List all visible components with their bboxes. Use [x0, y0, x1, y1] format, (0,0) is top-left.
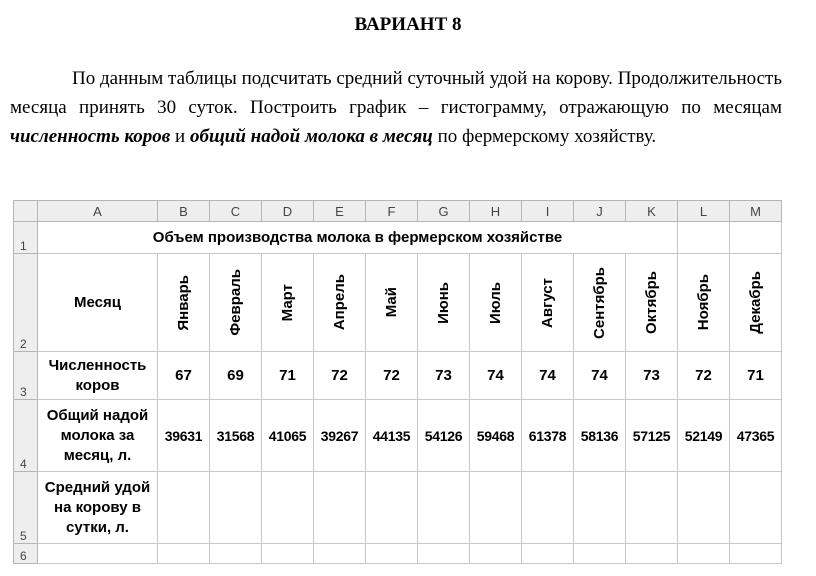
column-header[interactable]: C: [210, 201, 262, 222]
cell[interactable]: [418, 544, 470, 564]
column-header[interactable]: H: [470, 201, 522, 222]
column-header[interactable]: J: [574, 201, 626, 222]
column-header[interactable]: F: [366, 201, 418, 222]
month-cell[interactable]: [470, 254, 522, 352]
yield-cell[interactable]: [626, 472, 678, 544]
column-header[interactable]: L: [678, 201, 730, 222]
yield-cell[interactable]: [730, 472, 782, 544]
month-name: Март: [279, 283, 296, 322]
table-row: [14, 544, 782, 564]
month-name: Декабрь: [747, 271, 764, 334]
month-cell[interactable]: [626, 254, 678, 352]
column-header[interactable]: M: [730, 201, 782, 222]
month-name: Апрель: [331, 274, 348, 331]
cows-cell[interactable]: 73: [418, 352, 470, 400]
cows-cell[interactable]: 72: [366, 352, 418, 400]
milk-cell[interactable]: 41065: [262, 400, 314, 472]
milk-cell[interactable]: 58136: [574, 400, 626, 472]
emphasis-cows: численность коров: [10, 126, 171, 147]
month-name: Ноябрь: [695, 274, 712, 331]
table-row: [14, 254, 782, 352]
milk-cell[interactable]: 47365: [730, 400, 782, 472]
month-cell[interactable]: [158, 254, 210, 352]
column-header[interactable]: E: [314, 201, 366, 222]
yield-cell[interactable]: [366, 472, 418, 544]
column-header[interactable]: G: [418, 201, 470, 222]
milk-cell[interactable]: 52149: [678, 400, 730, 472]
milk-cell[interactable]: 61378: [522, 400, 574, 472]
row-header[interactable]: 2: [14, 254, 38, 352]
cows-cell[interactable]: 67: [158, 352, 210, 400]
column-header[interactable]: K: [626, 201, 678, 222]
cell[interactable]: [366, 544, 418, 564]
cows-cell[interactable]: 74: [574, 352, 626, 400]
yield-cell[interactable]: [158, 472, 210, 544]
cell[interactable]: [38, 544, 158, 564]
month-cell[interactable]: [262, 254, 314, 352]
milk-cell[interactable]: 39631: [158, 400, 210, 472]
milk-label-cell[interactable]: Общий надой молока за месяц, л.: [38, 400, 158, 472]
yield-cell[interactable]: [210, 472, 262, 544]
column-header-row: [14, 201, 782, 222]
emphasis-milk: общий надой молока в месяц: [189, 126, 433, 147]
cows-cell[interactable]: 71: [730, 352, 782, 400]
cows-cell[interactable]: 74: [470, 352, 522, 400]
month-cell[interactable]: [678, 254, 730, 352]
column-header[interactable]: I: [522, 201, 574, 222]
month-name: Октябрь: [643, 271, 660, 334]
month-label-cell[interactable]: Месяц: [38, 254, 158, 352]
cell[interactable]: [574, 544, 626, 564]
month-name: Февраль: [227, 269, 244, 336]
select-all-corner[interactable]: [14, 201, 38, 222]
yield-cell[interactable]: [470, 472, 522, 544]
cell[interactable]: [158, 544, 210, 564]
table-row: [14, 352, 782, 400]
row-header[interactable]: 4: [14, 400, 38, 472]
cows-cell[interactable]: 71: [262, 352, 314, 400]
yield-cell[interactable]: [314, 472, 366, 544]
milk-cell[interactable]: 57125: [626, 400, 678, 472]
cows-cell[interactable]: 72: [314, 352, 366, 400]
month-cell[interactable]: [418, 254, 470, 352]
milk-cell[interactable]: 59468: [470, 400, 522, 472]
month-cell[interactable]: [366, 254, 418, 352]
month-name: Сентябрь: [591, 266, 608, 339]
month-name: Июнь: [435, 281, 452, 324]
month-name: Январь: [175, 274, 192, 331]
table-title-cell[interactable]: Объем производства молока в фермерском хозяйстве: [38, 222, 678, 254]
row-header[interactable]: 3: [14, 352, 38, 400]
cell[interactable]: [730, 222, 782, 254]
month-name: Август: [539, 277, 556, 328]
yield-cell[interactable]: [418, 472, 470, 544]
month-cell[interactable]: [314, 254, 366, 352]
spreadsheet: [13, 200, 782, 564]
table-row: [14, 472, 782, 544]
month-cell[interactable]: [574, 254, 626, 352]
yield-label-cell[interactable]: Средний удой на корову в сутки, л.: [38, 472, 158, 544]
yield-cell[interactable]: [262, 472, 314, 544]
table-row: [14, 400, 782, 472]
column-header[interactable]: D: [262, 201, 314, 222]
cows-cell[interactable]: 72: [678, 352, 730, 400]
milk-cell[interactable]: 39267: [314, 400, 366, 472]
cows-label-cell[interactable]: Численность коров: [38, 352, 158, 400]
month-name: Май: [383, 287, 400, 318]
cell[interactable]: [626, 544, 678, 564]
milk-cell[interactable]: 31568: [210, 400, 262, 472]
month-name: Июль: [487, 281, 504, 324]
cell[interactable]: [522, 544, 574, 564]
row-header[interactable]: 6: [14, 544, 38, 564]
milk-cell[interactable]: 54126: [418, 400, 470, 472]
cell[interactable]: [678, 544, 730, 564]
cows-cell[interactable]: 74: [522, 352, 574, 400]
cell[interactable]: [678, 222, 730, 254]
task-text: По данным таблицы подсчитать средний суточный удой на корову. Продолжительность месяца принять 30 суток. Построить график – гистограмму, отражающую по месяцам численность коров и общий надой молока в месяц по фермерскому хозяйству.: [10, 68, 782, 147]
month-cell[interactable]: [522, 254, 574, 352]
row-header[interactable]: 5: [14, 472, 38, 544]
cell[interactable]: [470, 544, 522, 564]
yield-cell[interactable]: [522, 472, 574, 544]
table-row: [14, 222, 782, 254]
page-heading: ВАРИАНТ 8: [354, 14, 462, 35]
milk-cell[interactable]: 44135: [366, 400, 418, 472]
cell[interactable]: [210, 544, 262, 564]
month-cell[interactable]: [210, 254, 262, 352]
cell[interactable]: [262, 544, 314, 564]
cell[interactable]: [314, 544, 366, 564]
column-header[interactable]: B: [158, 201, 210, 222]
cows-cell[interactable]: 69: [210, 352, 262, 400]
cell[interactable]: [730, 544, 782, 564]
row-header[interactable]: 1: [14, 222, 38, 254]
yield-cell[interactable]: [678, 472, 730, 544]
column-header[interactable]: A: [38, 201, 158, 222]
month-cell[interactable]: [730, 254, 782, 352]
yield-cell[interactable]: [574, 472, 626, 544]
cows-cell[interactable]: 73: [626, 352, 678, 400]
